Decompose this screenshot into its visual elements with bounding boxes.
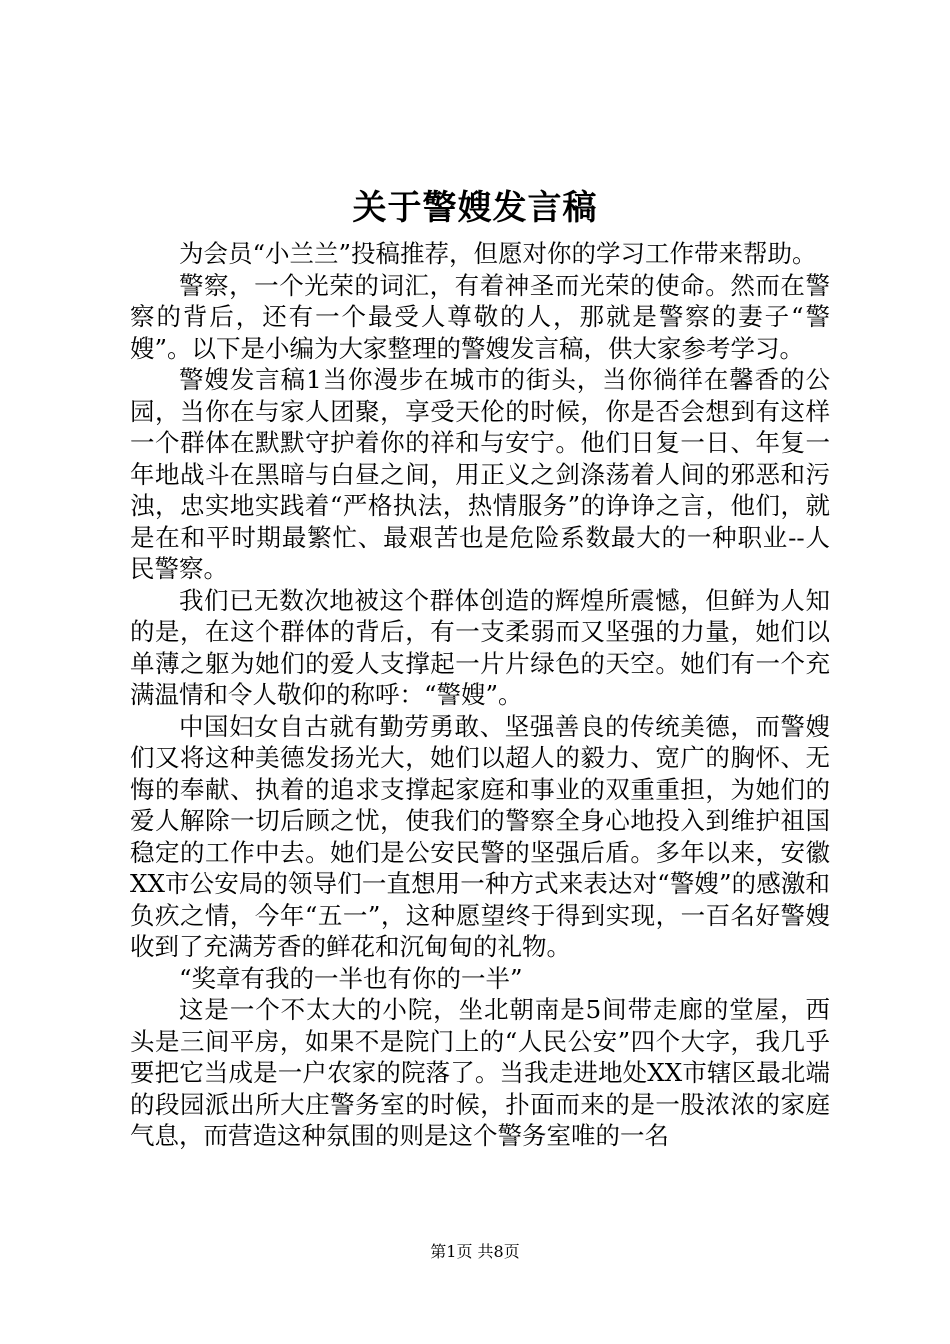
paragraph: 中国妇女自古就有勤劳勇敢、坚强善良的传统美德，而警嫂们又将这种美德发扬光大，她们以超人的毅力、宽广的胸怀、无悔的奉献、执着的追求支撑起家庭和事业的双重重担，为她们的爱人解除一切后顾之忧，使我们的警察全身心地投入到维护祖国稳定的工作中去。她们是公安民警的坚强后盾。多年以来，安徽XX市公安局的领导们一直想用一种方式来表达对“警嫂”的感激和负疚之情，今年“五一”，这种愿望终于得到实现，一百名好警嫂收到了充满芳香的鲜花和沉甸甸的礼物。 — [130, 711, 830, 961]
paragraph: 我们已无数次地被这个群体创造的辉煌所震憾，但鲜为人知的是，在这个群体的背后，有一支柔弱而又坚强的力量，她们以单薄之躯为她们的爱人支撑起一片片绿色的天空。她们有一个充满温情和令人敬仰的称呼：“警嫂”。 — [130, 585, 830, 709]
document-title: 关于警嫂发言稿 — [352, 188, 598, 228]
page-number-footer: 第1页 共8页 — [430, 1242, 520, 1261]
paragraph: 这是一个不太大的小院，坐北朝南是5间带走廊的堂屋，西头是三间平房，如果不是院门上的“人民公安”四个大字，我几乎要把它当成是一户农家的院落了。当我走进地处XX市辖区最北端的段园派出所大庄警务室的时候，扑面而来的是一股浓浓的家庭气息，而营造这种氛围的则是这个警务室唯的一名 — [130, 995, 830, 1150]
paragraph: “奖章有我的一半也有你的一半” — [179, 963, 523, 993]
paragraph: 警察，一个光荣的词汇，有着神圣而光荣的使命。然而在警察的背后，还有一个最受人尊敬的人，那就是警察的妻子“警嫂”。以下是小编为大家整理的警嫂发言稿，供大家参考学习。 — [130, 270, 830, 363]
document-body — [130, 238, 830, 1152]
paragraph: 警嫂发言稿1当你漫步在城市的街头，当你徜徉在馨香的公园，当你在与家人团聚，享受天伦的时候，你是否会想到有这样一个群体在默默守护着你的祥和与安宁。他们日复一日、年复一年地战斗在黑暗与白昼之间，用正义之剑涤荡着人间的邪恶和污浊，忠实地实践着“严格执法，热情服务”的诤诤之言，他们，就是在和平时期最繁忙、最艰苦也是危险系数最大的一种职业--人民警察。 — [130, 365, 830, 583]
paragraph: 为会员“小兰兰”投稿推荐，但愿对你的学习工作带来帮助。 — [179, 239, 817, 268]
